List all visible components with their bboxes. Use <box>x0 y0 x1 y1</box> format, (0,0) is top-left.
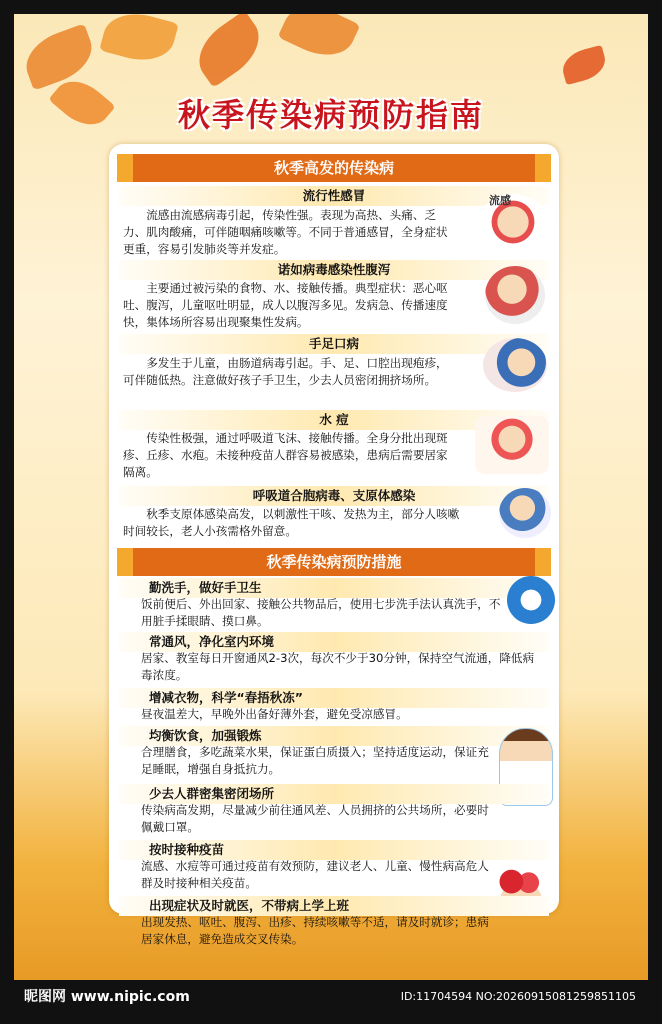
poster <box>14 14 648 980</box>
measure-text: 流感、水痘等可通过疫苗有效预防，建议老人、儿童、慢性病高危人群及时接种相关疫苗。 <box>141 859 489 891</box>
measure-title: 增减衣物，科学“春捂秋冻” <box>119 688 549 708</box>
flu-label: 流感 <box>489 194 511 207</box>
measure-title: 按时接种疫苗 <box>119 840 549 860</box>
measure-text: 昼夜温差大，早晚外出备好薄外套，避免受凉感冒。 <box>141 707 408 721</box>
image-id-watermark: ID:11704594 NO:20260915081259851105 <box>400 990 636 1003</box>
hand-foot-mouth-illustration <box>483 338 547 392</box>
disease-title: 水 痘 <box>119 410 549 430</box>
disease-title: 手足口病 <box>119 334 549 354</box>
site-watermark: 昵图网 www.nipic.com <box>24 989 190 1005</box>
cough-illustration <box>499 488 551 538</box>
section-heading: 秋季传染病预防措施 <box>117 548 551 576</box>
measure-title: 出现症状及时就医，不带病上学上班 <box>119 896 549 916</box>
content-card <box>109 144 559 947</box>
disease-text: 多发生于儿童，由肠道病毒引起。手、足、口腔出现疱疹，可伴随低热。注意做好孩子手卫生，少去人员密闭拥挤场所。 <box>123 356 448 388</box>
chickenpox-illustration <box>475 416 549 474</box>
measure-text: 饭前便后、外出回家、接触公共物品后，使用七步洗手法认真洗手，不用脏手揉眼睛、摸口鼻。 <box>141 597 501 629</box>
measure-text: 传染病高发期，尽量减少前往通风差、人员拥挤的公共场所，必要时佩戴口罩。 <box>141 803 489 835</box>
disease-title: 流行性感冒 <box>119 186 549 206</box>
maple-leaf-decoration <box>18 23 100 90</box>
diarrhea-illustration <box>485 266 545 324</box>
disease-text: 主要通过被污染的食物、水、接触传播。典型症状：恶心呕吐、腹泻，儿童呕吐明显，成人以腹泻多见。发病急、传播速度快，集体场所容易出现聚集性发病。 <box>123 281 448 330</box>
disease-text: 秋季支原体感染高发，以刺激性干咳、发热为主，部分人咳嗽时间较长，老人小孩需格外留意。 <box>123 507 460 539</box>
maple-leaf-decoration <box>187 14 271 88</box>
watermark-bar <box>0 984 662 1010</box>
measure-title: 均衡饮食，加强锻炼 <box>119 726 549 746</box>
measure-title: 常通风，净化室内环境 <box>119 632 549 652</box>
handwash-illustration <box>507 576 555 624</box>
measure-text: 居家、教室每日开窗通风2-3次，每次不少于30分钟，保持空气流通，降低病毒浓度。 <box>141 651 535 683</box>
flu-illustration <box>479 194 547 250</box>
maple-leaf-decoration <box>99 14 179 68</box>
disease-text: 流感由流感病毒引起，传染性强。表现为高热、头痛、乏力、肌肉酸痛，可伴随咽痛咳嗽等。不同于普通感冒，全身症状更重，容易引发肺炎等并发症。 <box>123 208 448 257</box>
measure-text: 合理膳食，多吃蔬菜水果，保证蛋白质摄入；坚持适度运动，保证充足睡眠，增强自身抵抗力。 <box>141 745 489 777</box>
section-heading: 秋季高发的传染病 <box>117 154 551 182</box>
measure-title: 少去人群密集密闭场所 <box>119 784 549 804</box>
disease-title: 呼吸道合胞病毒、支原体感染 <box>119 486 549 506</box>
measure-title: 勤洗手，做好手卫生 <box>119 578 549 598</box>
measure-text: 出现发热、呕吐、腹泻、出疹、持续咳嗽等不适，请及时就诊；患病居家休息，避免造成交叉传染。 <box>141 915 489 947</box>
disease-title: 诺如病毒感染性腹泻 <box>119 260 549 280</box>
disease-text: 传染性极强，通过呼吸道飞沫、接触传播。全身分批出现斑疹、丘疹、水疱。未接种疫苗人群容易被感染，患病后需要居家隔离。 <box>123 431 448 480</box>
maple-leaf-decoration <box>559 45 609 85</box>
maple-leaf-decoration <box>278 14 361 67</box>
poster-title: 秋季传染病预防指南 <box>177 96 484 134</box>
